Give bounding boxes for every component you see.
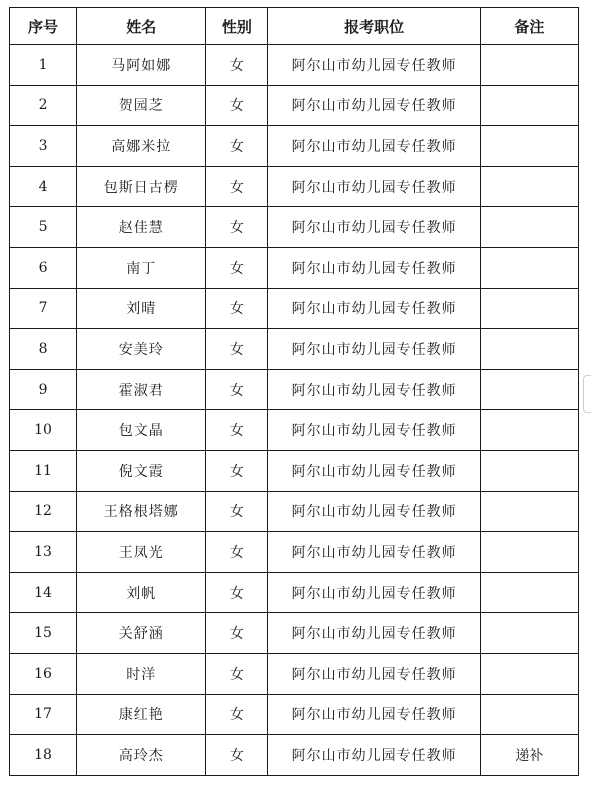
cell-serial-number: 9 [10, 369, 77, 410]
cell-gender: 女 [206, 45, 268, 86]
table-row [10, 532, 579, 573]
cell-remarks [480, 410, 578, 451]
cell-remarks [480, 694, 578, 735]
cell-gender: 女 [206, 288, 268, 329]
cell-name: 马阿如娜 [77, 45, 206, 86]
header-name: 姓名 [77, 8, 206, 45]
cell-remarks [480, 207, 578, 248]
header-serial-number: 序号 [10, 8, 77, 45]
cell-name: 包斯日古楞 [77, 166, 206, 207]
cell-remarks [480, 329, 578, 370]
cell-serial-number: 14 [10, 572, 77, 613]
cell-name: 王格根塔娜 [77, 491, 206, 532]
cell-name: 南丁 [77, 247, 206, 288]
cell-position: 阿尔山市幼儿园专任教师 [268, 491, 480, 532]
cell-remarks [480, 613, 578, 654]
cell-remarks: 递补 [480, 735, 578, 776]
cell-position: 阿尔山市幼儿园专任教师 [268, 653, 480, 694]
cell-name: 高玲杰 [77, 735, 206, 776]
cell-name: 王凤光 [77, 532, 206, 573]
cell-gender: 女 [206, 410, 268, 451]
cell-serial-number: 2 [10, 85, 77, 126]
table-row [10, 85, 579, 126]
cell-gender: 女 [206, 126, 268, 167]
cell-gender: 女 [206, 247, 268, 288]
table-row [10, 369, 579, 410]
cell-gender: 女 [206, 653, 268, 694]
cell-remarks [480, 450, 578, 491]
table-row [10, 329, 579, 370]
cell-serial-number: 1 [10, 45, 77, 86]
cell-remarks [480, 45, 578, 86]
cell-gender: 女 [206, 207, 268, 248]
cell-position: 阿尔山市幼儿园专任教师 [268, 410, 480, 451]
cell-position: 阿尔山市幼儿园专任教师 [268, 207, 480, 248]
cell-remarks [480, 369, 578, 410]
cell-gender: 女 [206, 329, 268, 370]
cell-serial-number: 7 [10, 288, 77, 329]
table-header-row [10, 8, 579, 45]
cell-serial-number: 12 [10, 491, 77, 532]
header-position: 报考职位 [268, 8, 480, 45]
table-row [10, 247, 579, 288]
table-row [10, 126, 579, 167]
cell-serial-number: 13 [10, 532, 77, 573]
cell-name: 包文晶 [77, 410, 206, 451]
table-row [10, 410, 579, 451]
cell-name: 刘晴 [77, 288, 206, 329]
table-body [10, 45, 579, 776]
table-row [10, 613, 579, 654]
cell-name: 赵佳慧 [77, 207, 206, 248]
cell-name: 高娜米拉 [77, 126, 206, 167]
cell-remarks [480, 85, 578, 126]
cell-gender: 女 [206, 491, 268, 532]
table-row [10, 450, 579, 491]
cell-remarks [480, 491, 578, 532]
cell-position: 阿尔山市幼儿园专任教师 [268, 126, 480, 167]
table-row [10, 45, 579, 86]
cell-name: 关舒涵 [77, 613, 206, 654]
cell-gender: 女 [206, 450, 268, 491]
cell-position: 阿尔山市幼儿园专任教师 [268, 613, 480, 654]
cell-serial-number: 8 [10, 329, 77, 370]
cell-serial-number: 10 [10, 410, 77, 451]
cell-gender: 女 [206, 694, 268, 735]
cell-position: 阿尔山市幼儿园专任教师 [268, 572, 480, 613]
cell-remarks [480, 166, 578, 207]
cell-name: 安美玲 [77, 329, 206, 370]
cell-name: 霍淑君 [77, 369, 206, 410]
cell-serial-number: 18 [10, 735, 77, 776]
cell-position: 阿尔山市幼儿园专任教师 [268, 329, 480, 370]
cell-remarks [480, 126, 578, 167]
cell-position: 阿尔山市幼儿园专任教师 [268, 532, 480, 573]
table-row [10, 694, 579, 735]
header-remarks: 备注 [480, 8, 578, 45]
cell-serial-number: 11 [10, 450, 77, 491]
table-row [10, 288, 579, 329]
cell-serial-number: 17 [10, 694, 77, 735]
table-row [10, 491, 579, 532]
cell-position: 阿尔山市幼儿园专任教师 [268, 369, 480, 410]
cell-gender: 女 [206, 85, 268, 126]
cell-serial-number: 15 [10, 613, 77, 654]
cell-position: 阿尔山市幼儿园专任教师 [268, 247, 480, 288]
cell-position: 阿尔山市幼儿园专任教师 [268, 45, 480, 86]
table-row [10, 572, 579, 613]
cell-serial-number: 5 [10, 207, 77, 248]
cell-name: 康红艳 [77, 694, 206, 735]
cell-remarks [480, 653, 578, 694]
cell-gender: 女 [206, 166, 268, 207]
cell-serial-number: 3 [10, 126, 77, 167]
cell-position: 阿尔山市幼儿园专任教师 [268, 166, 480, 207]
cell-serial-number: 6 [10, 247, 77, 288]
cell-gender: 女 [206, 572, 268, 613]
cell-remarks [480, 532, 578, 573]
cell-name: 刘帆 [77, 572, 206, 613]
side-scroll-tab[interactable] [583, 375, 591, 413]
candidate-table [9, 7, 579, 776]
cell-name: 时洋 [77, 653, 206, 694]
table-row [10, 207, 579, 248]
table-row [10, 735, 579, 776]
cell-gender: 女 [206, 532, 268, 573]
cell-remarks [480, 572, 578, 613]
cell-gender: 女 [206, 735, 268, 776]
table-row [10, 653, 579, 694]
cell-position: 阿尔山市幼儿园专任教师 [268, 694, 480, 735]
cell-position: 阿尔山市幼儿园专任教师 [268, 85, 480, 126]
cell-serial-number: 16 [10, 653, 77, 694]
cell-remarks [480, 288, 578, 329]
cell-name: 倪文霞 [77, 450, 206, 491]
table-row [10, 166, 579, 207]
cell-serial-number: 4 [10, 166, 77, 207]
cell-remarks [480, 247, 578, 288]
cell-gender: 女 [206, 369, 268, 410]
cell-position: 阿尔山市幼儿园专任教师 [268, 288, 480, 329]
cell-name: 贺园芝 [77, 85, 206, 126]
cell-gender: 女 [206, 613, 268, 654]
header-gender: 性别 [206, 8, 268, 45]
cell-position: 阿尔山市幼儿园专任教师 [268, 735, 480, 776]
cell-position: 阿尔山市幼儿园专任教师 [268, 450, 480, 491]
